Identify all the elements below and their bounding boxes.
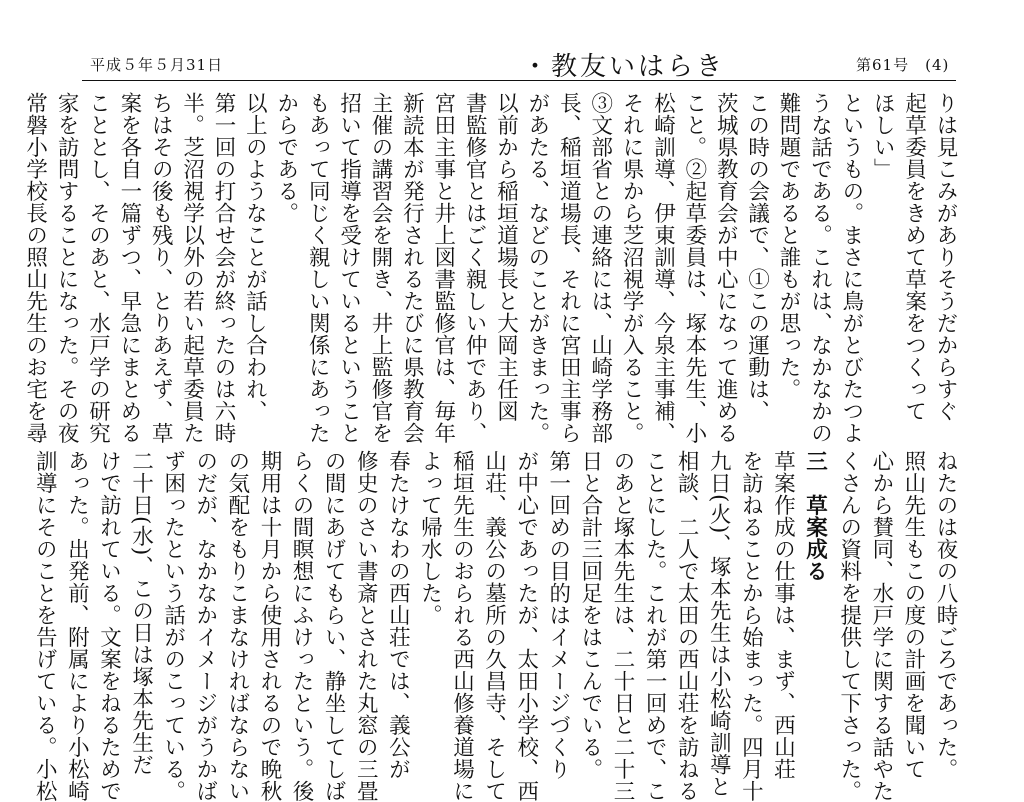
text-column: 起草委員をきめて草案をつくって	[901, 92, 927, 422]
text-column: ③文部省との連絡には、山崎学務部	[587, 92, 613, 444]
text-column: けで訪れている。文案をねるためで	[96, 450, 122, 802]
header-rule	[82, 80, 956, 81]
text-column: ことにした。これが第一回めで、こ	[642, 450, 668, 802]
issue-date: 平成５年５月31日	[90, 56, 224, 74]
text-column: もあって同じく親しい関係にあった	[305, 92, 331, 444]
text-column: が中心であったが、太田小学校、西	[513, 450, 539, 802]
text-column: 半。芝沼視学以外の若い起草委員た	[179, 92, 205, 444]
upper-text-block	[22, 92, 960, 444]
text-column: よって帰水した。	[417, 450, 443, 626]
text-column: 常磐小学校長の照山先生のお宅を尋	[22, 92, 48, 444]
text-column: 宮田主事と井上図書監修官は、毎年	[430, 92, 456, 444]
text-column: こととし、そのあと、水戸学の研究	[85, 92, 111, 444]
page-header	[82, 50, 956, 80]
text-column: のあと塚本先生は、二十日と二十三	[609, 450, 635, 802]
text-column: 案を各自一篇ずつ、早急にまとめる	[116, 92, 142, 444]
newsletter-title: ・教友いはらき	[522, 52, 726, 82]
text-column: からである。	[273, 92, 299, 224]
lower-text-block	[32, 450, 960, 802]
text-column: の間にあげてもらい、静坐してしば	[321, 450, 347, 802]
text-column: 茨城県教育会が中心になって進める	[713, 92, 739, 444]
text-column: ちはその後も残り、とりあえず、草	[148, 92, 174, 444]
text-column: 家を訪問することになった。その夜	[54, 92, 80, 444]
text-column: 招いて指導を受けているということ	[336, 92, 362, 444]
text-column: があたる、などのことがきまった。	[524, 92, 550, 444]
text-column: この時の会議で、①この運動は、	[744, 92, 770, 422]
text-column: りは見こみがありそうだからすぐ	[933, 92, 958, 422]
text-column: 書監修官とはごく親しい仲であり、	[462, 92, 488, 444]
text-column: 修史のさい書斎とされた丸窓の三畳	[353, 450, 379, 802]
text-column: ほしい」	[870, 92, 896, 180]
text-column: 新読本が発行されるたびに県教育会	[399, 92, 425, 444]
text-column: 第一回の打合せ会が終ったのは六時	[211, 92, 237, 444]
text-column: 春たけなわの西山荘では、義公が	[385, 450, 411, 780]
text-column: 期用は十月から使用されるので晩秋	[256, 450, 282, 802]
text-column: あった。出発前、附属により小松崎	[64, 450, 90, 802]
text-column: というもの。まさに鳥がとびたつよ	[838, 92, 864, 444]
text-column: 松崎訓導、伊東訓導、今泉主事補、	[650, 92, 676, 444]
text-column: 九日(火)、塚本先生は小松崎訓導と	[706, 450, 732, 798]
text-column: くさんの資料を提供して下さった。	[836, 450, 862, 802]
text-column: 以前から稲垣道場長と大岡主任図	[493, 92, 519, 422]
text-column: 第一回めの目的はイメージづくり	[545, 450, 571, 780]
text-column: こと。②起草委員は、塚本先生、小	[681, 92, 707, 444]
text-column: らくの間瞑想にふけったという。後	[289, 450, 315, 802]
text-column: 訓導にそのことを告げている。小松	[32, 450, 58, 802]
text-column: 心から賛同、水戸学に関する話やた	[868, 450, 894, 802]
text-column: それに県から芝沼視学が入ること。	[619, 92, 645, 444]
text-column: うな話である。これは、なかなかの	[807, 92, 833, 444]
text-column: 山荘、義公の墓所の久昌寺、そして	[481, 450, 507, 802]
text-column: を訪ねることから始まった。四月十	[738, 450, 764, 802]
text-column: 照山先生もこの度の計画を聞いて	[900, 450, 926, 780]
text-column: のだが、なかなかイメージがうかば	[192, 450, 218, 802]
text-column: 二十日(水)、この日は塚本先生だ	[128, 450, 154, 776]
text-column: ず困ったという話がのこっている。	[160, 450, 186, 802]
text-column: ねたのは夜の八時ごろであった。	[933, 450, 958, 780]
section-heading: 三 草案成る	[802, 450, 828, 582]
issue-number: 第61号 (4)	[856, 56, 950, 74]
text-column: 稲垣先生のおられる西山修養道場に	[449, 450, 475, 802]
text-column: 難問題であると誰もが思った。	[776, 92, 802, 400]
text-column: 以上のようなことが話し合われ、	[242, 92, 268, 422]
text-column: 長、稲垣道場長、それに宮田主事ら	[556, 92, 582, 444]
text-column: 草案作成の仕事は、まず、西山荘	[770, 450, 796, 780]
text-column: 日と合計三回足をはこんでいる。	[577, 450, 603, 780]
text-column: 主催の講習会を開き、井上監修官を	[367, 92, 393, 444]
text-column: の気配をもりこまなければならない	[224, 450, 250, 802]
text-column: 相談、二人で太田の西山荘を訪ねる	[674, 450, 700, 802]
